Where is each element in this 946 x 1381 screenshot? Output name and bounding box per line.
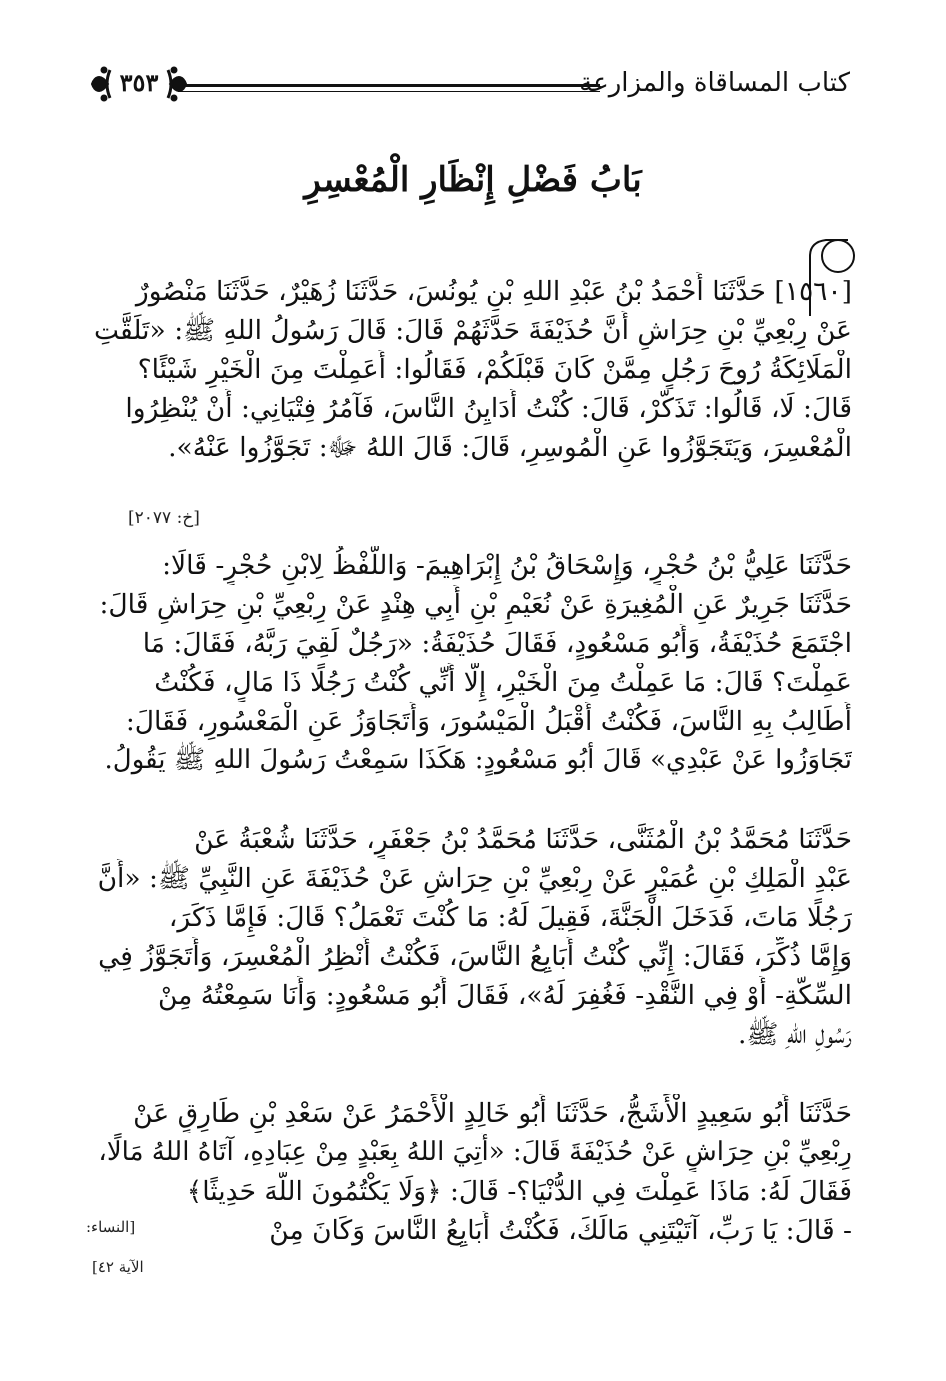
text-line: اجْتَمَعَ حُذَيْفَةُ، وَأَبُو مَسْعُودٍ، فَقَالَ حُذَيْفَةُ: «رَجُلٌ لَقِيَ رَبَّهُ، فَقَالَ: مَا — [142, 628, 852, 659]
hadith-1-reference: [خ: ٢٠٧٧] — [128, 508, 200, 528]
running-title: كتاب المساقاة والمزارعة — [579, 68, 850, 98]
quran-reference-end: الآية ٤٢] — [92, 1258, 144, 1276]
header-rule-thin — [178, 91, 600, 92]
text-line: الْمُعْسِرَ، وَيَتَجَوَّزُوا عَنِ الْمُوسِرِ، قَالَ: قَالَ اللهُ ﷻ: تَجَوَّزُوا عَنْهُ». — [168, 432, 852, 463]
text-line: السِّكَّةِ- أَوْ فِي النَّقْدِ- فَغُفِرَ لَهُ»، فَقَالَ أَبُو مَسْعُودٍ: وَأَنَا سَمِعْتُهُ مِنْ — [157, 980, 852, 1011]
page-number-ornament — [90, 62, 188, 106]
text-line: عَبْدِ الْمَلِكِ بْنِ عُمَيْرٍ عَنْ رِبْعِيِّ بْنِ حِرَاشٍ عَنْ حُذَيْفَةَ عَنِ النَّبِيِّ ﷺ: «أَنَّ — [97, 863, 852, 894]
text-line: قَالَ: لَا، قَالُوا: تَذَكَّرْ، قَالَ: كُنْتُ أُدَايِنُ النَّاسَ، فَآمُرُ فِتْيَانِي: أَنْ يُنْظِرُوا — [125, 393, 852, 424]
hadith-2 — [92, 546, 852, 780]
text-line: أُطَالِبُ بِهِ النَّاسَ، فَكُنْتُ أَقْبَلُ الْمَيْسُورَ، وَأَتَجَاوَزُ عَنِ الْمَعْسُورِ، فَقَالَ: — [125, 706, 852, 737]
text-line: حَدَّثَنَا عَلِيُّ بْنُ حُجْرٍ، وَإِسْحَاقُ بْنُ إِبْرَاهِيمَ- وَاللَّفْظُ لِابْنِ حُجْرٍ- قَالَا: — [162, 550, 852, 581]
hadith-1 — [92, 272, 852, 467]
text-line: تَجَاوَزُوا عَنْ عَبْدِي» قَالَ أَبُو مَسْعُودٍ: هَكَذَا سَمِعْتُ رَسُولَ اللهِ ﷺ يَقُولُ. — [104, 745, 852, 775]
hadith-4 — [92, 1094, 852, 1250]
text-line: وَإِمَّا ذُكِّرَ، فَقَالَ: إِنِّي كُنْتُ أُبَايِعُ النَّاسَ، فَكُنْتُ أُنْظِرُ الْمُعْسِرَ، وَأَتَجَوَّزُ فِي — [98, 941, 852, 972]
header-rule — [178, 84, 600, 87]
quran-reference-start: [النساء: — [86, 1218, 136, 1236]
text-line: - قَالَ: يَا رَبِّ، آتَيْتَنِي مَالَكَ، فَكُنْتُ أُبَايِعُ النَّاسَ وَكَانَ مِنْ — [269, 1215, 852, 1246]
text-line: فَقَالَ لَهُ: مَاذَا عَمِلْتَ فِي الدُّنْيَا؟- قَالَ: ﴿وَلَا يَكْتُمُونَ اللَّهَ حَدِيثًا﴾ — [186, 1176, 852, 1207]
text-line: [١٥٦٠] حَدَّثَنَا أَحْمَدُ بْنُ عَبْدِ اللهِ بْنِ يُونُسَ، حَدَّثَنَا زُهَيْرٌ، حَدَّثَنَا مَنْصُورٌ — [135, 276, 852, 307]
running-header — [90, 62, 850, 110]
text-line: حَدَّثَنَا أَبُو سَعِيدٍ الْأَشَجُّ، حَدَّثَنَا أَبُو خَالِدٍ الْأَحْمَرُ عَنْ سَعْدِ بْنِ طَارِقٍ عَنْ — [133, 1098, 852, 1129]
text-line: عَنْ رِبْعِيِّ بْنِ حِرَاشٍ أَنَّ حُذَيْفَةَ حَدَّثَهُمْ قَالَ: قَالَ رَسُولُ اللهِ ﷺ: «تَلَقَّتِ — [93, 315, 852, 346]
text-line: حَدَّثَنَا مُحَمَّدُ بْنُ الْمُثَنَّى، حَدَّثَنَا مُحَمَّدُ بْنُ جَعْفَرٍ، حَدَّثَنَا شُعْبَةُ عَنْ — [194, 824, 852, 855]
text-line: حَدَّثَنَا جَرِيرٌ عَنِ الْمُغِيرَةِ عَنْ نُعَيْمِ بْنِ أَبِي هِنْدٍ عَنْ رِبْعِيِّ بْنِ حِرَاشٍ قَالَ: — [99, 589, 852, 620]
page-number: ٣٥٣ — [119, 68, 159, 97]
text-line: رِبْعِيِّ بْنِ حِرَاشٍ عَنْ حُذَيْفَةَ قَالَ: «أُتِيَ اللهُ بِعَبْدٍ مِنْ عِبَادِهِ، آتَاهُ اللهُ مَالًا، — [98, 1137, 852, 1167]
text-line: رَجُلًا مَاتَ، فَدَخَلَ الْجَنَّةَ، فَقِيلَ لَهُ: مَا كُنْتَ تَعْمَلُ؟ قَالَ: فَإِمَّا ذَكَرَ، — [168, 902, 852, 933]
chapter-title: بَابُ فَضْلِ إِنْظَارِ الْمُعْسِرِ — [304, 160, 642, 200]
hadith-3 — [92, 820, 852, 1054]
text-line: الْمَلَائِكَةُ رُوحَ رَجُلٍ مِمَّنْ كَانَ قَبْلَكُمْ، فَقَالُوا: أَعَمِلْتَ مِنَ الْخَيْرِ شَيْئًا؟ — [137, 354, 852, 385]
text-line: عَمِلْتَ؟ قَالَ: مَا عَمِلْتُ مِنَ الْخَيْرِ، إِلَّا أَنِّي كُنْتُ رَجُلًا ذَا مَالٍ، فَكُنْتُ — [154, 667, 852, 698]
text-line: رَسُولِ اللهِ ﷺ. — [738, 1019, 852, 1050]
